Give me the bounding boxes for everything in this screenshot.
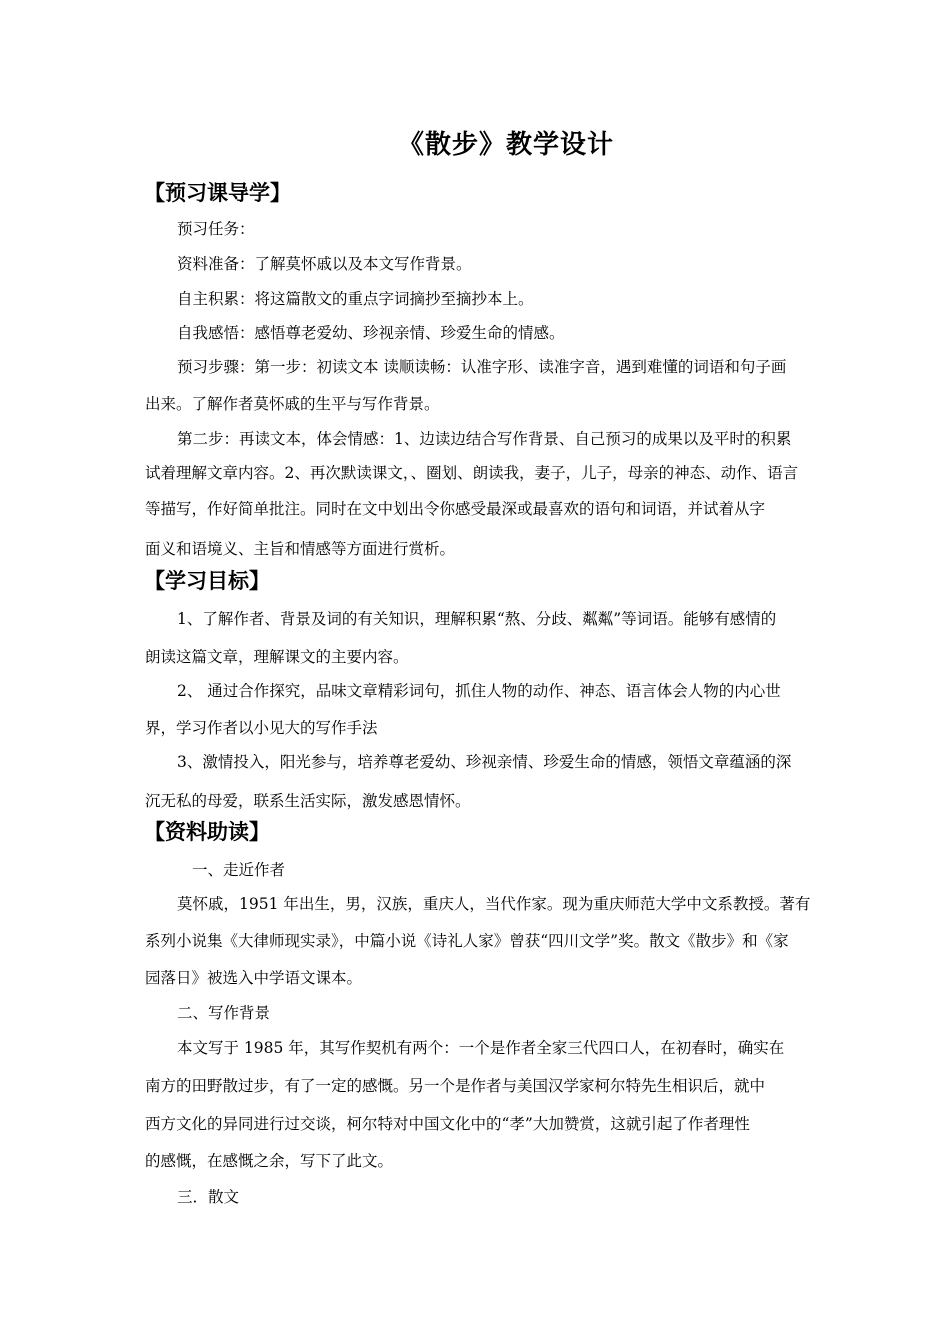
text-line: 等描写，作好简单批注。同时在文中划出令你感受最深或最喜欢的语句和词语，并试着从字 [145,500,766,518]
section-heading-goals: 【学习目标】 [144,569,270,593]
text-line: 西方文化的异同进行过交谈，柯尔特对中国文化中的“孝”大加赞赏，这就引起了作者理性 [145,1115,750,1133]
text-line: 园落日》被选入中学语文课本。 [145,969,363,987]
text-line: 本文写于 1985 年，其写作契机有两个：一个是作者全家三代四口人，在初春时，确实在 [177,1039,785,1057]
text-line: 朗读这篇文章，理解课文的主要内容。 [145,648,409,666]
text-line: 1、了解作者、背景及词的有关知识，理解积累“熬、分歧、粼粼”等词语。能够有感情的 [177,610,777,628]
text-line: 预习任务： [177,220,255,238]
page-title: 《散步》教学设计 [397,130,614,160]
text-line: 自主积累：将这篇散文的重点字词摘抄至摘抄本上。 [177,290,534,308]
text-line: 的感慨，在感慨之余，写下了此文。 [145,1152,394,1170]
text-line: 资料准备：了解莫怀戚以及本文写作背景。 [177,255,472,273]
text-line: 莫怀戚，1951 年出生，男，汉族，重庆人，当代作家。现为重庆师范大学中文系教授。著有 [177,895,811,913]
text-line: 2、 通过合作探究，品味文章精彩词句，抓住人物的动作、神态、语言体会人物的内心世 [177,682,781,700]
text-line: 试着理解文章内容。2、再次默读课文，、圈划、朗读我，妻子，儿子，母亲的神态、动作、语言 [145,464,799,482]
text-line: 南方的田野散过步，有了一定的感慨。另一个是作者与美国汉学家柯尔特先生相识后，就中 [145,1077,766,1095]
text-line: 系列小说集《大律师现实录》，中篇小说《诗礼人家》曾获“四川文学”奖。散文《散步》和《家 [145,932,789,950]
text-line: 第二步：再读文本，体会情感：1、边读边结合写作背景、自己预习的成果以及平时的积累 [177,430,792,448]
text-line: 3、激情投入，阳光参与，培养尊老爱幼、珍视亲情、珍爱生命的情感，领悟文章蕴涵的深 [177,753,792,771]
text-line: 出来。了解作者莫怀戚的生平与写作背景。 [145,395,440,413]
text-line: 界，学习作者以小见大的写作手法 [145,719,378,737]
section-heading-preview: 【预习课导学】 [144,181,291,205]
text-line: 面义和语境义、主旨和情感等方面进行赏析。 [145,540,456,558]
section-heading-reading: 【资料助读】 [144,820,270,844]
text-line: 预习步骤：第一步：初读文本 读顺读畅：认准字形、读准字音，遇到难懂的词语和句子画 [177,358,787,376]
subheading: 三．散文 [177,1188,240,1206]
subheading: 二、写作背景 [177,1004,271,1022]
text-line: 自我感悟：感悟尊老爱幼、珍视亲情、珍爱生命的情感。 [177,324,565,342]
subheading: 一、走近作者 [192,861,286,879]
text-line: 沉无私的母爱，联系生活实际，激发感恩情怀。 [145,792,471,810]
